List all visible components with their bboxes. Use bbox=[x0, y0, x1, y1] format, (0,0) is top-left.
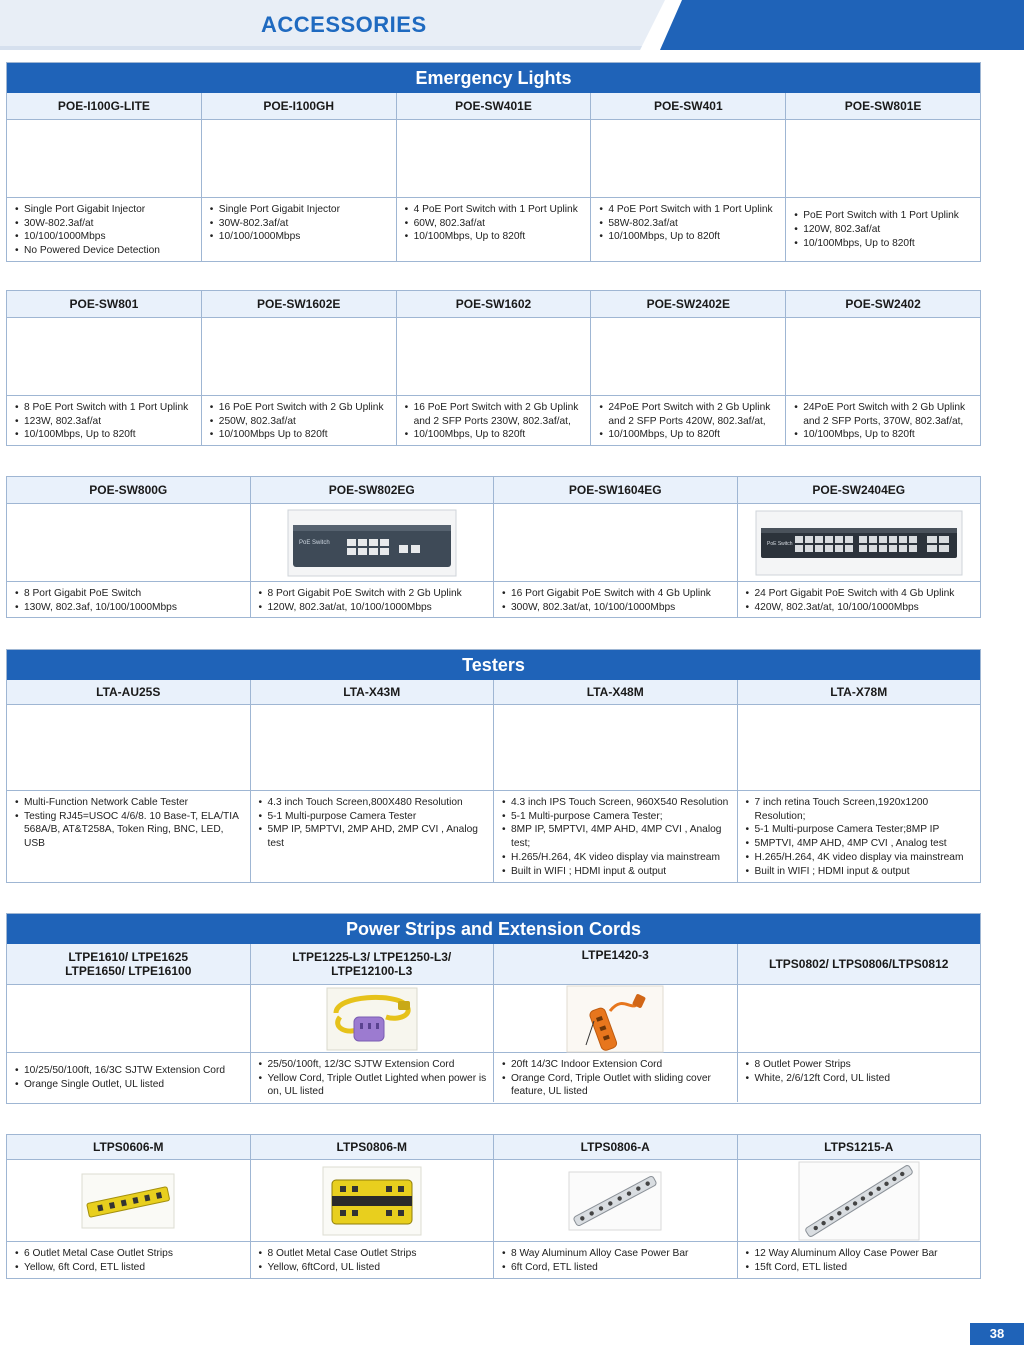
product-image-cell bbox=[737, 985, 981, 1052]
spec-item: • Orange Cord, Triple Outlet with sliding cover feature, UL listed bbox=[502, 1072, 731, 1099]
section-title-emergency-lights: Emergency Lights bbox=[7, 63, 980, 93]
product-image-cell bbox=[250, 985, 494, 1052]
header-row bbox=[7, 680, 980, 704]
product-description bbox=[201, 198, 396, 261]
spec-item: • 16 Port Gigabit PoE Switch with 4 Gb Uplink bbox=[502, 587, 731, 601]
spec-item: • 6 Outlet Metal Case Outlet Strips bbox=[15, 1247, 244, 1261]
spec-item: • Multi-Function Network Cable Tester bbox=[15, 796, 244, 810]
product-description bbox=[737, 582, 981, 617]
port bbox=[805, 536, 813, 543]
extension-cord-yellow-image bbox=[326, 987, 418, 1051]
product-description bbox=[201, 396, 396, 445]
product-code: POE-SW1604EG bbox=[493, 477, 737, 503]
spec-item: • 20ft 14/3C Indoor Extension Cord bbox=[502, 1058, 731, 1072]
product-image-cell bbox=[7, 705, 250, 790]
product-code: LTA-X78M bbox=[737, 680, 981, 704]
product-description bbox=[590, 198, 785, 261]
product-description bbox=[7, 582, 250, 617]
product-description bbox=[737, 1242, 981, 1278]
spec-item: • 10/100Mbps, Up to 820ft bbox=[794, 428, 974, 442]
product-code: POE-SW2402 bbox=[785, 291, 980, 317]
emergency-lights-table-2 bbox=[6, 290, 981, 446]
product-description bbox=[590, 396, 785, 445]
port bbox=[815, 536, 823, 543]
port bbox=[869, 545, 877, 552]
product-description bbox=[7, 1242, 250, 1278]
header-row bbox=[7, 93, 980, 119]
port bbox=[909, 545, 917, 552]
spec-item: • 10/100/1000Mbps bbox=[15, 230, 195, 244]
product-image-cell bbox=[737, 1160, 981, 1241]
power-strips-table-2 bbox=[6, 1134, 981, 1279]
image-row bbox=[7, 1159, 980, 1241]
spec-item: • 24PoE Port Switch with 2 Gb Uplink and 2 SFP Ports 420W, 802.3af/at, bbox=[599, 401, 779, 428]
spec-item: • 60W, 802.3af/at bbox=[405, 217, 585, 231]
spec-item: • 10/100Mbps, Up to 820ft bbox=[599, 428, 779, 442]
product-code: LTPE1610/ LTPE1625 LTPE1650/ LTPE16100 bbox=[7, 944, 250, 984]
header-accent-shape bbox=[660, 0, 1024, 50]
header-accent bbox=[660, 0, 1024, 50]
spec-item: • 4.3 inch IPS Touch Screen, 960X540 Resolution bbox=[502, 796, 731, 810]
device-label: PoE Switch bbox=[298, 539, 330, 546]
spec-item: • 10/100Mbps, Up to 820ft bbox=[15, 428, 195, 442]
spec-item: • 4 PoE Port Switch with 1 Port Uplink bbox=[599, 203, 779, 217]
product-code: POE-I100G-LITE bbox=[7, 93, 201, 119]
spec-item: • 10/25/50/100ft, 16/3C SJTW Extension Cord bbox=[15, 1064, 225, 1078]
spec-item: • 58W-802.3af/at bbox=[599, 217, 779, 231]
product-image-cell bbox=[737, 705, 981, 790]
product-image-cell bbox=[590, 120, 785, 197]
product-image-cell bbox=[590, 318, 785, 395]
spec-item: • H.265/H.264, 4K video display via mainstream bbox=[502, 851, 731, 865]
testers-table bbox=[6, 649, 981, 883]
product-image-cell bbox=[7, 318, 201, 395]
image-row bbox=[7, 503, 980, 581]
product-image-cell bbox=[250, 1160, 494, 1241]
product-code: LTPE1225-L3/ LTPE1250-L3/ LTPE12100-L3 bbox=[250, 944, 494, 984]
product-image-cell bbox=[7, 120, 201, 197]
section-title-testers: Testers bbox=[7, 650, 980, 680]
aluminum-power-bar-8-image bbox=[568, 1171, 662, 1231]
product-code: LTPS0802/ LTPS0806/LTPS0812 bbox=[737, 944, 981, 984]
product-description bbox=[250, 582, 494, 617]
spec-item: • 24 Port Gigabit PoE Switch with 4 Gb Uplink bbox=[746, 587, 975, 601]
port bbox=[869, 536, 877, 543]
port bbox=[879, 545, 887, 552]
product-code: LTPE1420-3 bbox=[493, 944, 737, 984]
product-code: LTPS1215-A bbox=[737, 1135, 981, 1159]
spec-item: • White, 2/6/12ft Cord, UL listed bbox=[746, 1072, 975, 1086]
spec-item: • 12 Way Aluminum Alloy Case Power Bar bbox=[746, 1247, 975, 1261]
port bbox=[825, 536, 833, 543]
product-code: POE-SW401 bbox=[590, 93, 785, 119]
port bbox=[845, 545, 853, 552]
product-description bbox=[250, 1242, 494, 1278]
spec-item: • H.265/H.264, 4K video display via mainstream bbox=[746, 851, 975, 865]
product-image-cell bbox=[785, 318, 980, 395]
aluminum-power-bar-12-image bbox=[798, 1161, 920, 1241]
product-description bbox=[785, 396, 980, 445]
product-image-cell bbox=[493, 705, 737, 790]
description-row bbox=[7, 395, 980, 445]
section-title-power-strips: Power Strips and Extension Cords bbox=[7, 914, 980, 944]
product-description bbox=[493, 582, 737, 617]
spec-item: • 5-1 Multi-purpose Camera Tester;8MP IP bbox=[746, 823, 975, 837]
product-code: POE-SW801 bbox=[7, 291, 201, 317]
product-image-cell bbox=[396, 318, 591, 395]
product-image-cell bbox=[785, 120, 980, 197]
spec-item: • 5-1 Multi-purpose Camera Tester; bbox=[502, 810, 731, 824]
spec-item: • 10/100Mbps, Up to 820ft bbox=[405, 428, 585, 442]
product-code: LTPS0606-M bbox=[7, 1135, 250, 1159]
product-image-cell bbox=[493, 1160, 737, 1241]
product-image-cell bbox=[493, 504, 737, 581]
product-description bbox=[785, 198, 980, 261]
page-number: 38 bbox=[970, 1323, 1024, 1345]
port bbox=[879, 536, 887, 543]
product-image-cell bbox=[493, 985, 737, 1052]
image-row bbox=[7, 119, 980, 197]
spec-item: • 5MPTVI, 4MP AHD, 4MP CVI , Analog test bbox=[746, 837, 975, 851]
poe-switch-24-port-image bbox=[755, 510, 963, 576]
port bbox=[859, 536, 867, 543]
description-row bbox=[7, 1241, 980, 1278]
spec-item: • 6ft Cord, ETL listed bbox=[502, 1261, 731, 1275]
extension-cord-orange-image bbox=[566, 985, 664, 1053]
product-image-cell bbox=[201, 318, 396, 395]
port bbox=[825, 545, 833, 552]
spec-item: • 7 inch retina Touch Screen,1920x1200 Resolution; bbox=[746, 796, 975, 823]
spec-item: • Yellow, 6ftCord, UL listed bbox=[259, 1261, 488, 1275]
spec-item: • Orange Single Outlet, UL listed bbox=[15, 1078, 225, 1092]
product-image-cell bbox=[737, 504, 981, 581]
spec-item: • 4 PoE Port Switch with 1 Port Uplink bbox=[405, 203, 585, 217]
spec-item: • 8 Outlet Power Strips bbox=[746, 1058, 975, 1072]
spec-item: • No Powered Device Detection bbox=[15, 244, 195, 258]
spec-item: • 25/50/100ft, 12/3C SJTW Extension Cord bbox=[259, 1058, 488, 1072]
image-row bbox=[7, 317, 980, 395]
page-title: ACCESSORIES bbox=[261, 12, 427, 37]
port bbox=[889, 545, 897, 552]
spec-item: • 30W-802.3af/at bbox=[15, 217, 195, 231]
spec-item: • Yellow, 6ft Cord, ETL listed bbox=[15, 1261, 244, 1275]
metal-outlet-strip-6-image bbox=[81, 1173, 175, 1229]
header-row bbox=[7, 944, 980, 984]
port bbox=[805, 545, 813, 552]
spec-item: • 8MP IP, 5MPTVI, 4MP AHD, 4MP CVI , Analog test; bbox=[502, 823, 731, 850]
product-image-cell bbox=[396, 120, 591, 197]
product-code: POE-I100GH bbox=[201, 93, 396, 119]
spec-item: • 8 Way Aluminum Alloy Case Power Bar bbox=[502, 1247, 731, 1261]
spec-item: • 5MP IP, 5MPTVI, 2MP AHD, 2MP CVI , Analog test bbox=[259, 823, 488, 850]
product-code: POE-SW401E bbox=[396, 93, 591, 119]
spec-item: • 16 PoE Port Switch with 2 Gb Uplink and 2 SFP Ports 230W, 802.3af/at, bbox=[405, 401, 585, 428]
power-strips-table-1 bbox=[6, 913, 981, 1104]
product-image-cell bbox=[250, 504, 494, 581]
product-code: POE-SW800G bbox=[7, 477, 250, 503]
product-code: LTA-X48M bbox=[493, 680, 737, 704]
port bbox=[859, 545, 867, 552]
device-label: PoE Switch bbox=[766, 540, 793, 547]
product-image-cell bbox=[7, 985, 250, 1052]
spec-item: • 300W, 802.3at/at, 10/100/1000Mbps bbox=[502, 601, 731, 615]
spec-item: • 8 Port Gigabit PoE Switch with 2 Gb Uplink bbox=[259, 587, 488, 601]
spec-item: • 4.3 inch Touch Screen,800X480 Resolution bbox=[259, 796, 488, 810]
description-row bbox=[7, 581, 980, 617]
product-description bbox=[250, 1053, 494, 1102]
poe-switch-8-port-image bbox=[287, 509, 457, 577]
port bbox=[889, 536, 897, 543]
spec-item: • 10/100Mbps, Up to 820ft bbox=[794, 237, 959, 251]
spec-item: • 8 Outlet Metal Case Outlet Strips bbox=[259, 1247, 488, 1261]
product-code: POE-SW2402E bbox=[590, 291, 785, 317]
spec-item: • 15ft Cord, ETL listed bbox=[746, 1261, 975, 1275]
product-image-cell bbox=[7, 504, 250, 581]
product-description bbox=[7, 396, 201, 445]
spec-item: • 8 Port Gigabit PoE Switch bbox=[15, 587, 244, 601]
product-code: POE-SW801E bbox=[785, 93, 980, 119]
port bbox=[835, 536, 843, 543]
spec-item: • 10/100Mbps, Up to 820ft bbox=[405, 230, 585, 244]
description-row bbox=[7, 790, 980, 882]
spec-item: • 10/100/1000Mbps bbox=[210, 230, 390, 244]
uplink-port bbox=[939, 545, 949, 552]
port bbox=[845, 536, 853, 543]
uplink-port bbox=[939, 536, 949, 543]
product-description bbox=[493, 1053, 737, 1102]
image-row bbox=[7, 984, 980, 1052]
spec-item: • 123W, 802.3af/at bbox=[15, 415, 195, 429]
spec-item: • Testing RJ45=USOC 4/6/8. 10 Base-T, ELA/TIA 568A/B, AT&T258A, Token Ring, BNC, LED, USB bbox=[15, 810, 244, 851]
header-row bbox=[7, 477, 980, 503]
spec-item: • Yellow Cord, Triple Outlet Lighted when power is on, UL listed bbox=[259, 1072, 488, 1099]
spec-item: • 16 PoE Port Switch with 2 Gb Uplink bbox=[210, 401, 390, 415]
port bbox=[815, 545, 823, 552]
product-description bbox=[7, 791, 250, 882]
port bbox=[835, 545, 843, 552]
spec-item: • 10/100Mbps Up to 820ft bbox=[210, 428, 390, 442]
product-description bbox=[7, 198, 201, 261]
uplink-port bbox=[927, 545, 937, 552]
spec-item: • 120W, 802.3at/at, 10/100/1000Mbps bbox=[259, 601, 488, 615]
product-image-cell bbox=[7, 1160, 250, 1241]
port bbox=[909, 536, 917, 543]
product-code: LTA-X43M bbox=[250, 680, 494, 704]
spec-item: • Single Port Gigabit Injector bbox=[210, 203, 390, 217]
port bbox=[795, 545, 803, 552]
product-description bbox=[493, 791, 737, 882]
spec-item: • 250W, 802.3af/at bbox=[210, 415, 390, 429]
product-code: LTPS0806-A bbox=[493, 1135, 737, 1159]
spec-item: • Built in WIFI ; HDMI input & output bbox=[746, 865, 975, 879]
description-row bbox=[7, 1052, 980, 1102]
product-code: LTPS0806-M bbox=[250, 1135, 494, 1159]
metal-outlet-strip-8-image bbox=[322, 1166, 422, 1236]
uplink-port bbox=[927, 536, 937, 543]
port bbox=[899, 536, 907, 543]
spec-item: • 10/100Mbps, Up to 820ft bbox=[599, 230, 779, 244]
product-code: POE-SW1602 bbox=[396, 291, 591, 317]
product-code: LTA-AU25S bbox=[7, 680, 250, 704]
product-description bbox=[737, 1053, 981, 1102]
spec-item: • 30W-802.3af/at bbox=[210, 217, 390, 231]
product-image-cell bbox=[201, 120, 396, 197]
spec-item: • 120W, 802.3af/at bbox=[794, 223, 959, 237]
product-code: POE-SW802EG bbox=[250, 477, 494, 503]
product-code: POE-SW1602E bbox=[201, 291, 396, 317]
header-row bbox=[7, 1135, 980, 1159]
product-description bbox=[493, 1242, 737, 1278]
port bbox=[795, 536, 803, 543]
description-row bbox=[7, 197, 980, 261]
spec-item: • 8 PoE Port Switch with 1 Port Uplink bbox=[15, 401, 195, 415]
product-code: POE-SW2404EG bbox=[737, 477, 981, 503]
header-row bbox=[7, 291, 980, 317]
spec-item: • 420W, 802.3at/at, 10/100/1000Mbps bbox=[746, 601, 975, 615]
product-description bbox=[250, 791, 494, 882]
image-row bbox=[7, 704, 980, 790]
spec-item: • Built in WIFI ; HDMI input & output bbox=[502, 865, 731, 879]
spec-item: • Single Port Gigabit Injector bbox=[15, 203, 195, 217]
spec-item: • 5-1 Multi-purpose Camera Tester bbox=[259, 810, 488, 824]
product-description bbox=[7, 1053, 250, 1102]
product-description bbox=[396, 198, 591, 261]
product-description bbox=[737, 791, 981, 882]
emergency-lights-table-3 bbox=[6, 476, 981, 618]
port bbox=[899, 545, 907, 552]
spec-item: • 130W, 802.3af, 10/100/1000Mbps bbox=[15, 601, 244, 615]
emergency-lights-table-1 bbox=[6, 62, 981, 262]
product-image-cell bbox=[250, 705, 494, 790]
product-description bbox=[396, 396, 591, 445]
spec-item: • PoE Port Switch with 1 Port Uplink bbox=[794, 209, 959, 223]
spec-item: • 24PoE Port Switch with 2 Gb Uplink and 2 SFP Ports, 370W, 802.3af/at, bbox=[794, 401, 974, 428]
